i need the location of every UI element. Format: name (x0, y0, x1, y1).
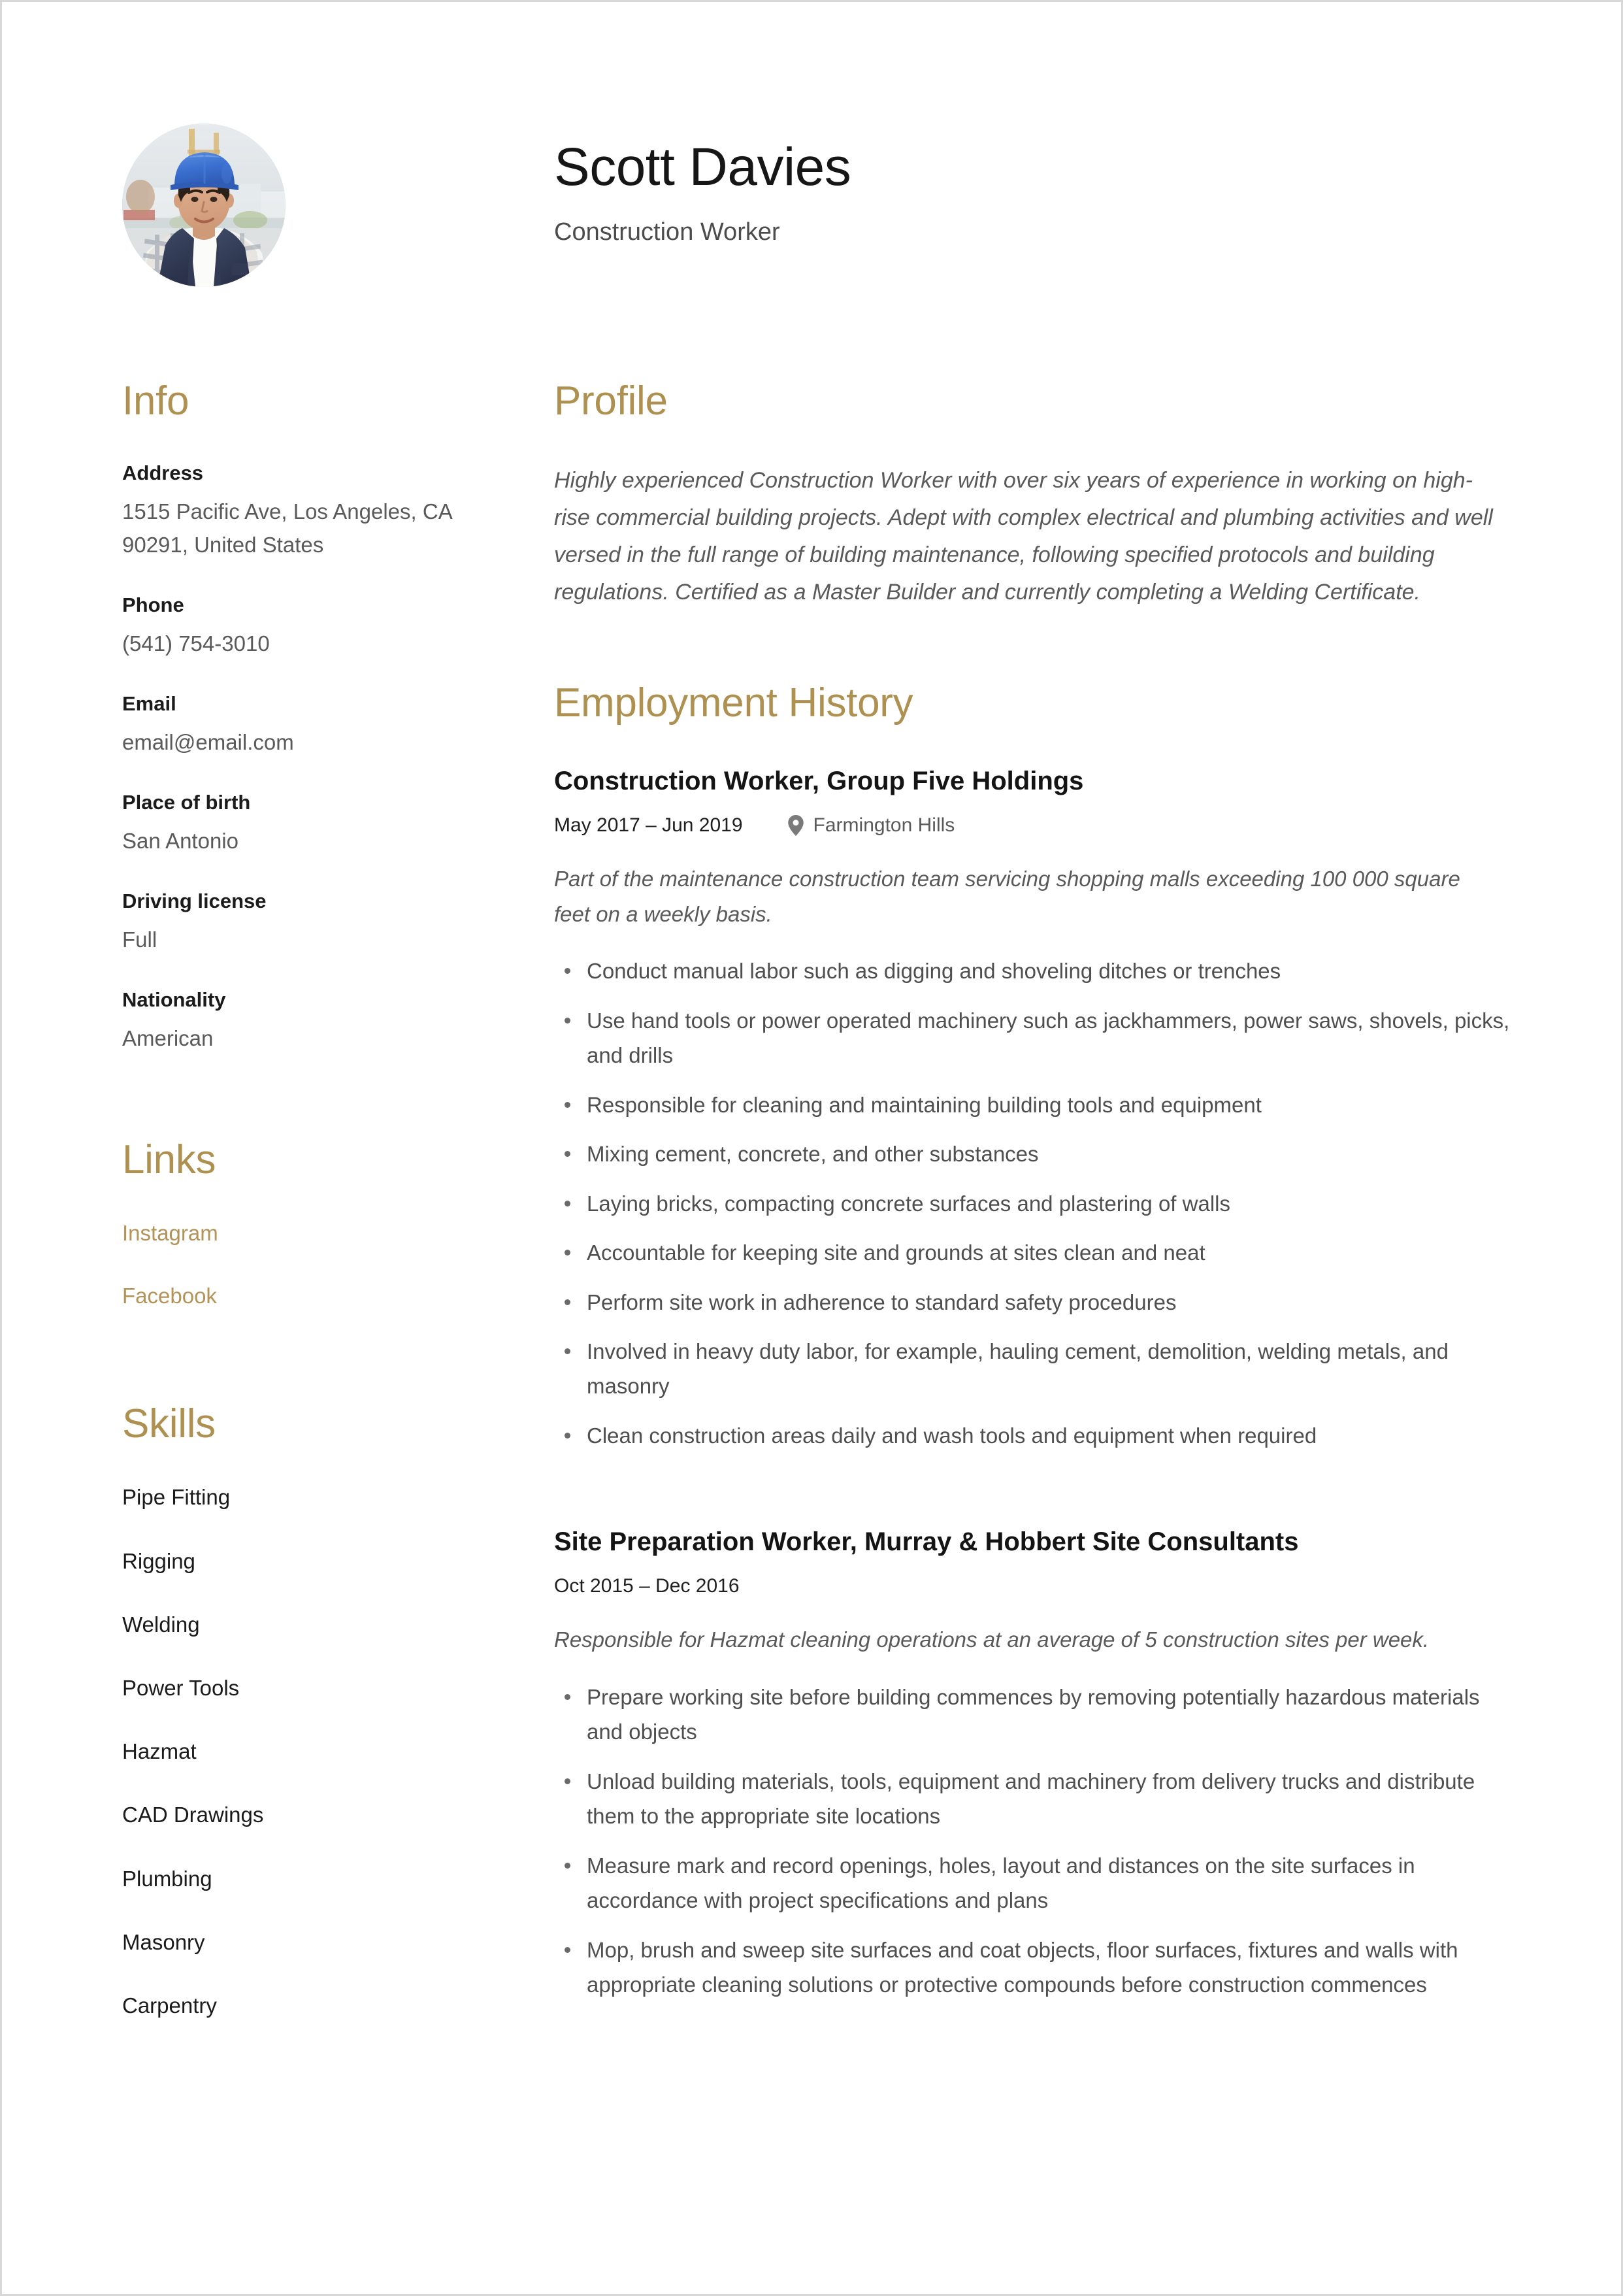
sidebar (122, 378, 540, 2054)
list-item: Pipe Fitting (122, 1485, 231, 1510)
link-instagram[interactable]: Instagram (122, 1221, 218, 1246)
info-item-place-of-birth (122, 789, 540, 857)
skills-section (122, 1401, 540, 2021)
links-heading: Links (122, 1137, 216, 1183)
info-item-address (122, 459, 540, 561)
info-value: San Antonio (122, 828, 238, 853)
list-item: Carpentry (122, 1993, 217, 2018)
info-item-phone (122, 591, 540, 660)
job-meta (554, 1573, 1534, 1599)
info-value: (541) 754-3010 (122, 631, 270, 656)
info-label: Driving license (122, 890, 267, 913)
link-row (122, 1281, 540, 1344)
employment-history-section (554, 680, 1534, 2002)
profile-heading: Profile (554, 378, 668, 424)
employment-history-heading: Employment History (554, 680, 913, 726)
info-label: Place of birth (122, 791, 251, 814)
spacer (122, 1085, 540, 1140)
info-item-email (122, 690, 540, 759)
list-item: Plumbing (122, 1866, 212, 1891)
job-location-label: Farmington Hills (813, 814, 955, 837)
spacer (122, 1344, 540, 1404)
list-item: Prepare working site before building commences by removing potentially hazardous materials and objects (554, 1680, 1521, 1750)
profile-photo-icon (122, 124, 286, 287)
link-facebook[interactable]: Facebook (122, 1284, 217, 1308)
location-pin-icon (787, 815, 804, 836)
list-item: Measure mark and record openings, holes, layout and distances on the site surfaces in accordance with project specifications and plans (554, 1848, 1521, 1918)
info-section (122, 378, 540, 1055)
list-item: Perform site work in adherence to standard safety procedures (554, 1285, 1521, 1320)
link-row (122, 1218, 540, 1281)
list-item: Welding (122, 1612, 200, 1637)
profile-section (554, 378, 1534, 611)
list-item: Involved in heavy duty labor, for example, hauling cement, demolition, welding metals, and masonry (554, 1334, 1521, 1404)
job-bullets (554, 954, 1534, 1453)
job-summary: Part of the maintenance construction team servicing shopping malls exceeding 100 000 square feet on a weekly basis. (554, 867, 1460, 926)
info-label: Email (122, 692, 176, 716)
info-value: 1515 Pacific Ave, Los Angeles, CA 90291, United States (122, 499, 451, 557)
info-label: Nationality (122, 988, 226, 1012)
list-item: Use hand tools or power operated machinery such as jackhammers, power saws, shovels, picks, and drills (554, 1003, 1521, 1073)
job-bullets (554, 1680, 1534, 2003)
list-item: Power Tools (122, 1675, 240, 1700)
main-content (554, 378, 1534, 2016)
list-item: CAD Drawings (122, 1803, 264, 1827)
list-item: Responsible for cleaning and maintaining building tools and equipment (554, 1088, 1521, 1122)
info-value: email@email.com (122, 729, 294, 754)
list-item: Laying bricks, compacting concrete surfaces and plastering of walls (554, 1186, 1521, 1221)
header-job-title: Construction Worker (554, 218, 780, 246)
list-item: Unload building materials, tools, equipment and machinery from delivery trucks and distribute them to the appropriate site locations (554, 1764, 1521, 1834)
list-item: Accountable for keeping site and grounds at sites clean and neat (554, 1235, 1521, 1270)
info-heading: Info (122, 378, 189, 424)
info-value: American (122, 1025, 214, 1050)
list-item: Rigging (122, 1548, 195, 1573)
list-item: Masonry (122, 1929, 205, 1954)
job-entry (554, 764, 1534, 1453)
job-summary: Responsible for Hazmat cleaning operations at an average of 5 construction sites per week. (554, 1627, 1430, 1652)
job-title: Site Preparation Worker, Murray & Hobbert Site Consultants (554, 1527, 1299, 1557)
list-item: Mop, brush and sweep site surfaces and coat objects, floor surfaces, fixtures and walls with appropriate cleaning solutions or protective compounds before construction commences (554, 1933, 1521, 2003)
info-value: Full (122, 927, 157, 952)
job-dates: May 2017 – Jun 2019 (554, 814, 743, 837)
job-title: Construction Worker, Group Five Holdings (554, 767, 1084, 796)
links-section (122, 1137, 540, 1344)
links-list (122, 1218, 540, 1344)
list-item: Conduct manual labor such as digging and shoveling ditches or trenches (554, 954, 1521, 988)
job-dates: Oct 2015 – Dec 2016 (554, 1575, 740, 1597)
avatar (122, 124, 286, 287)
info-label: Phone (122, 593, 184, 617)
resume-header (2, 2, 1621, 342)
page-title: Scott Davies (554, 137, 851, 197)
list-item: Mixing cement, concrete, and other substances (554, 1137, 1521, 1171)
list-item: Clean construction areas daily and wash tools and equipment when required (554, 1418, 1521, 1453)
skills-heading: Skills (122, 1401, 216, 1447)
name-block (554, 137, 1534, 248)
info-item-nationality (122, 986, 540, 1055)
list-item: Hazmat (122, 1739, 197, 1764)
profile-text: Highly experienced Construction Worker with over six years of experience in working on high-rise commercial building projects. Adept with complex electrical and plumbing activities and well versed in the full range of building maintenance, following specified protocols and building regulations. Certified as a Master Builder and currently completing a Welding Certificate. (554, 468, 1493, 605)
skills-list (122, 1482, 540, 2021)
job-location (787, 812, 955, 838)
job-entry (554, 1525, 1534, 2002)
spacer (554, 611, 1534, 683)
info-label: Address (122, 461, 204, 484)
job-meta (554, 812, 1534, 838)
info-item-driving-license (122, 888, 540, 956)
spacer (554, 1467, 1534, 1525)
